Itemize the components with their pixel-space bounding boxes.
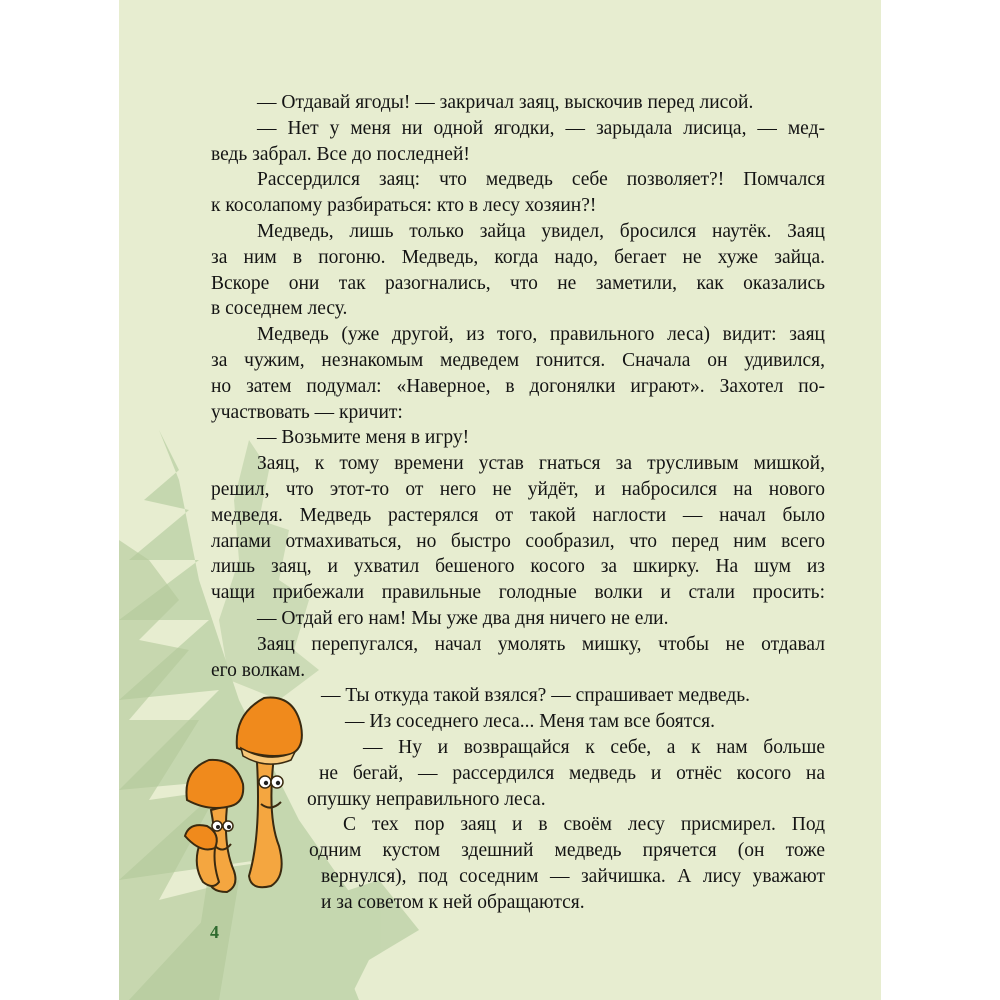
text-line: за ним в погоню. Медведь, когда надо, бегает не хуже зайца. xyxy=(211,246,825,268)
text-line: но затем подумал: «Наверное, в догонялки играют». Захотел по- xyxy=(211,375,825,397)
text-line: к косолапому разбираться: кто в лесу хозяин?! xyxy=(211,195,597,217)
text-line: — Из соседнего леса... Меня там все боятся. xyxy=(345,711,715,733)
story-text xyxy=(211,90,825,916)
text-line: ведь забрал. Все до последней! xyxy=(211,143,470,165)
text-line: медведя. Медведь растерялся от такой наглости — начал было xyxy=(211,504,825,526)
text-line: — Отдай его нам! Мы уже два дня ничего не ели. xyxy=(257,607,669,629)
text-line: лишь заяц, и ухватил бешеного косого за шкирку. На шум из xyxy=(211,556,825,578)
text-line: в соседнем лесу. xyxy=(211,298,348,320)
text-line: вернулся), под соседним — зайчишка. А лису уважают xyxy=(321,865,825,887)
text-line: Рассердился заяц: что медведь себе позволяет?! Помчался xyxy=(257,169,825,191)
text-line: опушку неправильного леса. xyxy=(307,788,546,810)
text-line: Заяц перепугался, начал умолять мишку, чтобы не отдавал xyxy=(257,633,825,655)
text-line: за чужим, незнакомым медведем гонится. Сначала он удивился, xyxy=(211,349,825,371)
text-line: Медведь, лишь только зайца увидел, бросился наутёк. Заяц xyxy=(257,220,825,242)
text-line: и за советом к ней обращаются. xyxy=(321,891,585,913)
text-line: лапами отмахиваться, но быстро сообразил, что перед ним всего xyxy=(211,530,825,552)
text-line: Медведь (уже другой, из того, правильного леса) видит: заяц xyxy=(257,324,825,346)
text-line: — Ты откуда такой взялся? — спрашивает медведь. xyxy=(321,685,751,707)
text-line: — Ну и возвращайся к себе, а к нам больше xyxy=(363,736,825,758)
text-line: решил, что этот-то от него не уйдёт, и набросился на нового xyxy=(211,478,825,500)
text-line: — Возьмите меня в игру! xyxy=(257,427,470,449)
text-line: Вскоре они так разогнались, что не заметили, как оказались xyxy=(211,272,825,294)
text-line: — Отдавай ягоды! — закричал заяц, выскочив перед лисой. xyxy=(257,92,754,113)
page-number: 4 xyxy=(210,922,219,942)
text-line: — Нет у меня ни одной ягодки, — зарыдала лисица, — мед- xyxy=(257,117,825,139)
text-line: его волкам. xyxy=(211,659,306,681)
text-line: С тех пор заяц и в своём лесу присмирел. Под xyxy=(343,814,825,836)
text-line: не бегай, — рассердился медведь и отнёс косого на xyxy=(319,762,825,784)
text-line: одним кустом здешний медведь прячется (он тоже xyxy=(309,840,825,862)
text-line: Заяц, к тому времени устав гнаться за трусливым мишкой, xyxy=(257,453,825,475)
text-line: участвовать — кричит: xyxy=(211,401,403,423)
text-line: чащи прибежали правильные голодные волки и стали просить: xyxy=(211,582,825,604)
